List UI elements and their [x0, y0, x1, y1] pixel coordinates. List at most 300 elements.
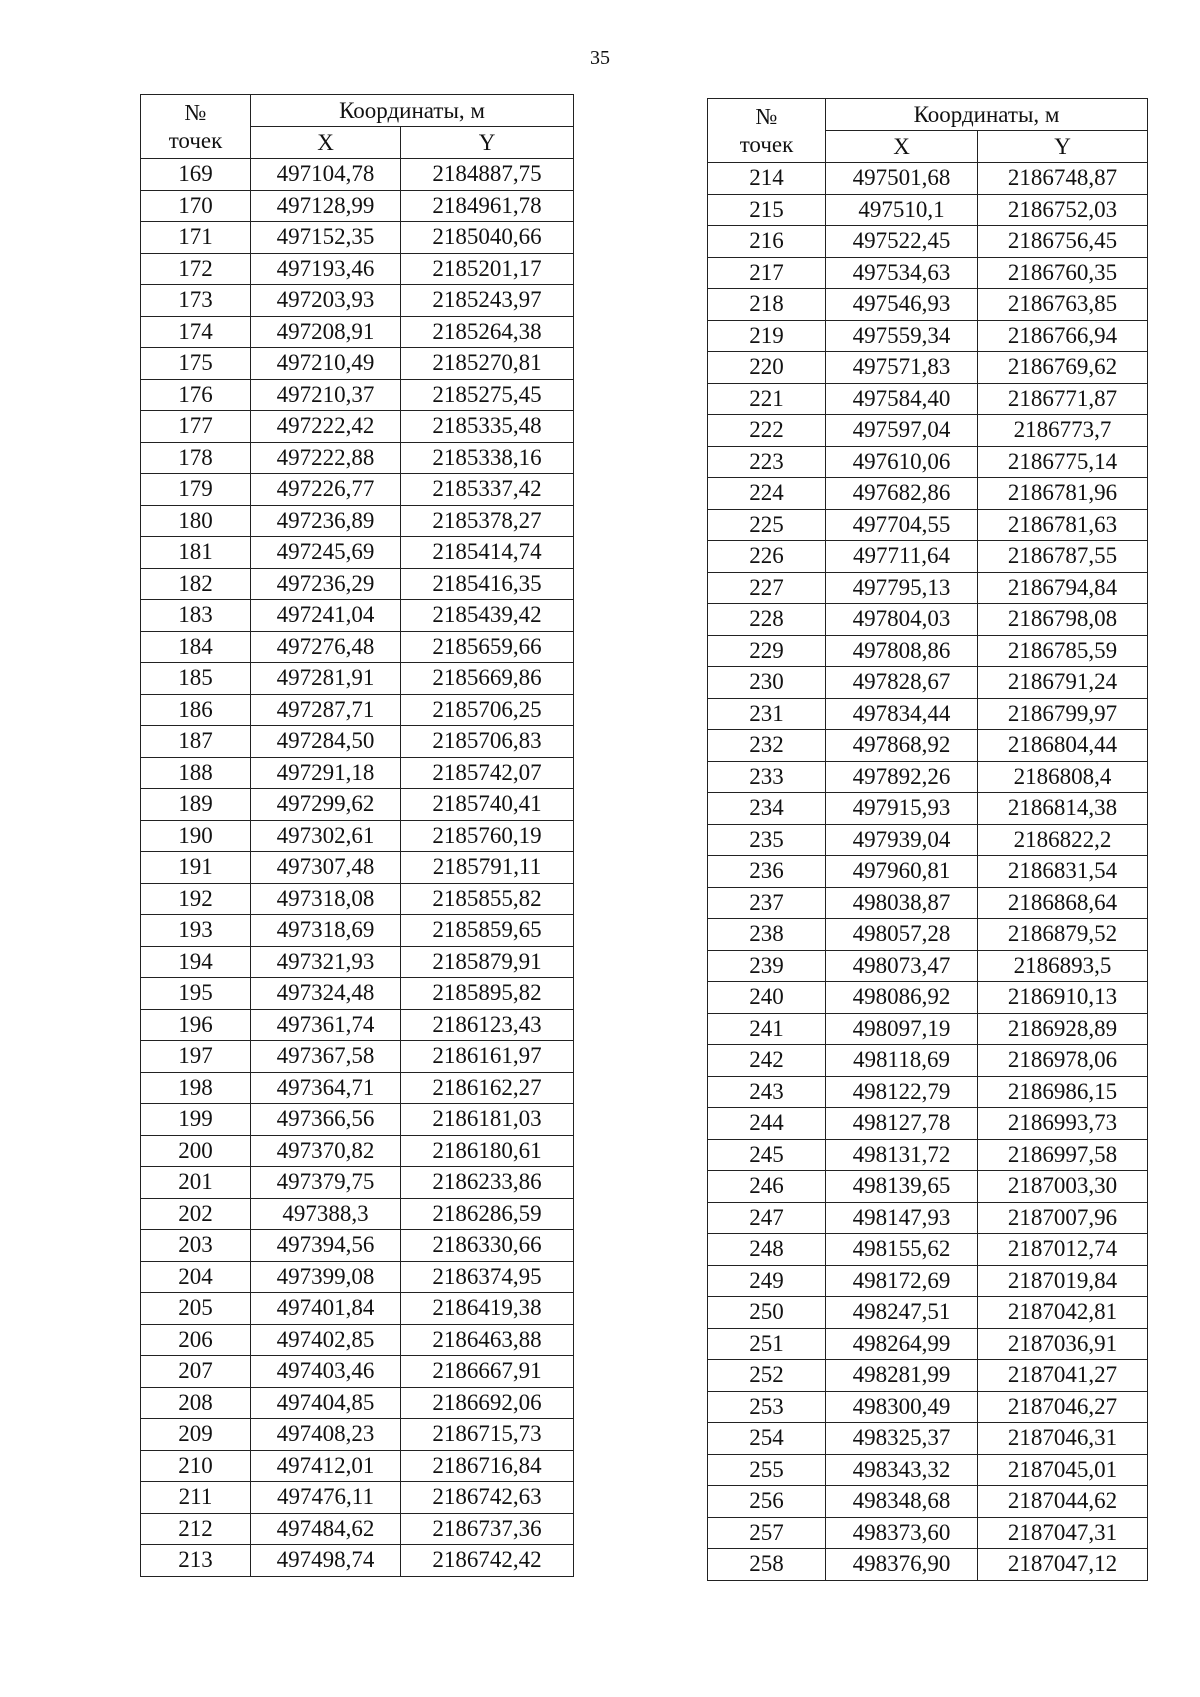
table-row [708, 950, 1148, 982]
point-number-cell: 238 [708, 919, 826, 951]
table-row [708, 1139, 1148, 1171]
x-coordinate-cell: 498147,93 [826, 1202, 978, 1234]
table-row [708, 1423, 1148, 1455]
point-number-cell: 171 [141, 222, 251, 254]
table-row [141, 1072, 574, 1104]
point-number-cell: 229 [708, 635, 826, 667]
point-number-cell: 197 [141, 1041, 251, 1073]
y-coordinate-cell: 2185439,42 [401, 600, 574, 632]
point-number-cell: 172 [141, 253, 251, 285]
table-row [708, 352, 1148, 384]
point-number-cell: 236 [708, 856, 826, 888]
x-coordinate-cell: 497318,69 [251, 915, 401, 947]
table-row [708, 1265, 1148, 1297]
point-number-cell: 208 [141, 1387, 251, 1419]
x-coordinate-cell: 497210,49 [251, 348, 401, 380]
point-number-cell: 247 [708, 1202, 826, 1234]
y-coordinate-cell: 2186737,36 [401, 1513, 574, 1545]
point-number-cell: 250 [708, 1297, 826, 1329]
y-coordinate-cell: 2186993,73 [978, 1108, 1148, 1140]
x-coordinate-cell: 497682,86 [826, 478, 978, 510]
x-coordinate-cell: 498118,69 [826, 1045, 978, 1077]
x-coordinate-cell: 497366,56 [251, 1104, 401, 1136]
x-coordinate-cell: 498281,99 [826, 1360, 978, 1392]
point-number-cell: 225 [708, 509, 826, 541]
x-coordinate-cell: 498172,69 [826, 1265, 978, 1297]
x-coordinate-cell: 498325,37 [826, 1423, 978, 1455]
x-coordinate-cell: 497571,83 [826, 352, 978, 384]
x-coordinate-cell: 497559,34 [826, 320, 978, 352]
x-coordinate-cell: 497291,18 [251, 757, 401, 789]
point-number-cell: 204 [141, 1261, 251, 1293]
table-row [708, 1013, 1148, 1045]
table-row [141, 1230, 574, 1262]
y-coordinate-cell: 2186794,84 [978, 572, 1148, 604]
table-row [708, 1076, 1148, 1108]
table-row [708, 1328, 1148, 1360]
y-coordinate-cell: 2185669,86 [401, 663, 574, 695]
point-number-cell: 253 [708, 1391, 826, 1423]
x-coordinate-cell: 497484,62 [251, 1513, 401, 1545]
x-coordinate-cell: 497584,40 [826, 383, 978, 415]
point-number-cell: 206 [141, 1324, 251, 1356]
x-coordinate-cell: 497236,89 [251, 505, 401, 537]
y-coordinate-cell: 2186781,63 [978, 509, 1148, 541]
x-coordinate-cell: 497915,93 [826, 793, 978, 825]
x-coordinate-cell: 497208,91 [251, 316, 401, 348]
point-number-cell: 243 [708, 1076, 826, 1108]
y-coordinate-cell: 2187042,81 [978, 1297, 1148, 1329]
table-row [141, 1545, 574, 1577]
coordinates-header: Координаты, м [251, 95, 574, 127]
y-coordinate-cell: 2186791,24 [978, 667, 1148, 699]
table-row [141, 159, 574, 191]
table-row [708, 982, 1148, 1014]
table-row [141, 789, 574, 821]
y-coordinate-cell: 2186775,14 [978, 446, 1148, 478]
x-coordinate-cell: 497361,74 [251, 1009, 401, 1041]
table-row [141, 285, 574, 317]
table-row [708, 635, 1148, 667]
table-row [708, 730, 1148, 762]
x-coordinate-cell: 497318,08 [251, 883, 401, 915]
y-coordinate-cell: 2185742,07 [401, 757, 574, 789]
table-row [141, 726, 574, 758]
point-number-cell: 223 [708, 446, 826, 478]
y-coordinate-cell: 2185337,42 [401, 474, 574, 506]
x-coordinate-cell: 497324,48 [251, 978, 401, 1010]
point-number-cell: 254 [708, 1423, 826, 1455]
table-row [708, 572, 1148, 604]
point-number-cell: 184 [141, 631, 251, 663]
y-coordinate-cell: 2185040,66 [401, 222, 574, 254]
table-row [708, 383, 1148, 415]
table-row [708, 194, 1148, 226]
x-coordinate-cell: 497276,48 [251, 631, 401, 663]
x-header: X [251, 127, 401, 159]
point-number-cell: 217 [708, 257, 826, 289]
table-row [141, 379, 574, 411]
point-number-cell: 235 [708, 824, 826, 856]
y-coordinate-cell: 2187046,31 [978, 1423, 1148, 1455]
x-coordinate-cell: 497892,26 [826, 761, 978, 793]
point-number-cell: 231 [708, 698, 826, 730]
x-coordinate-cell: 498073,47 [826, 950, 978, 982]
table-row [141, 348, 574, 380]
point-number-cell: 200 [141, 1135, 251, 1167]
y-coordinate-cell: 2185855,82 [401, 883, 574, 915]
point-number-cell: 179 [141, 474, 251, 506]
x-coordinate-cell: 497597,04 [826, 415, 978, 447]
x-coordinate-cell: 497226,77 [251, 474, 401, 506]
point-number-cell: 241 [708, 1013, 826, 1045]
point-number-cell: 230 [708, 667, 826, 699]
table-row [141, 852, 574, 884]
point-number-cell: 185 [141, 663, 251, 695]
y-coordinate-cell: 2185760,19 [401, 820, 574, 852]
table-row [708, 415, 1148, 447]
y-coordinate-cell: 2185335,48 [401, 411, 574, 443]
point-number-cell: 246 [708, 1171, 826, 1203]
table-row [708, 604, 1148, 636]
points-label: точек [168, 127, 223, 153]
y-coordinate-cell: 2186773,7 [978, 415, 1148, 447]
y-coordinate-cell: 2186910,13 [978, 982, 1148, 1014]
x-coordinate-cell: 497412,01 [251, 1450, 401, 1482]
point-number-cell: 252 [708, 1360, 826, 1392]
y-coordinate-cell: 2186419,38 [401, 1293, 574, 1325]
y-coordinate-cell: 2186374,95 [401, 1261, 574, 1293]
x-coordinate-cell: 497128,99 [251, 190, 401, 222]
point-number-cell: 202 [141, 1198, 251, 1230]
point-number-cell: 221 [708, 383, 826, 415]
table-row [708, 887, 1148, 919]
y-coordinate-cell: 2187012,74 [978, 1234, 1148, 1266]
point-number-cell: 234 [708, 793, 826, 825]
point-number-cell: 181 [141, 537, 251, 569]
table-header [708, 99, 1148, 163]
y-coordinate-cell: 2184887,75 [401, 159, 574, 191]
y-coordinate-cell: 2186868,64 [978, 887, 1148, 919]
point-number-cell: 245 [708, 1139, 826, 1171]
y-coordinate-cell: 2185201,17 [401, 253, 574, 285]
y-coordinate-cell: 2185895,82 [401, 978, 574, 1010]
point-number-cell: 222 [708, 415, 826, 447]
point-number-cell: 201 [141, 1167, 251, 1199]
x-coordinate-cell: 497939,04 [826, 824, 978, 856]
x-coordinate-cell: 497408,23 [251, 1419, 401, 1451]
y-coordinate-cell: 2186742,63 [401, 1482, 574, 1514]
table-row [141, 253, 574, 285]
table-row [141, 1450, 574, 1482]
y-coordinate-cell: 2187047,12 [978, 1549, 1148, 1581]
x-coordinate-cell: 497402,85 [251, 1324, 401, 1356]
point-number-cell: 226 [708, 541, 826, 573]
table-row [708, 698, 1148, 730]
y-coordinate-cell: 2185859,65 [401, 915, 574, 947]
point-number-cell: 205 [141, 1293, 251, 1325]
x-coordinate-cell: 497367,58 [251, 1041, 401, 1073]
x-coordinate-cell: 497222,42 [251, 411, 401, 443]
table-body [708, 163, 1148, 1581]
y-coordinate-cell: 2187044,62 [978, 1486, 1148, 1518]
y-coordinate-cell: 2185243,97 [401, 285, 574, 317]
x-coordinate-cell: 497795,13 [826, 572, 978, 604]
y-coordinate-cell: 2186831,54 [978, 856, 1148, 888]
y-coordinate-cell: 2186463,88 [401, 1324, 574, 1356]
number-sign-label: № [755, 103, 778, 129]
x-coordinate-cell: 497210,37 [251, 379, 401, 411]
x-coordinate-cell: 497287,71 [251, 694, 401, 726]
point-number-cell: 215 [708, 194, 826, 226]
y-coordinate-cell: 2186742,42 [401, 1545, 574, 1577]
point-number-cell: 191 [141, 852, 251, 884]
table-row [708, 1454, 1148, 1486]
table-row [708, 1171, 1148, 1203]
y-coordinate-cell: 2186123,43 [401, 1009, 574, 1041]
table-row [141, 411, 574, 443]
y-coordinate-cell: 2185378,27 [401, 505, 574, 537]
point-number-cell: 212 [141, 1513, 251, 1545]
y-coordinate-cell: 2185338,16 [401, 442, 574, 474]
point-number-cell: 190 [141, 820, 251, 852]
x-coordinate-cell: 497364,71 [251, 1072, 401, 1104]
point-number-cell: 233 [708, 761, 826, 793]
x-coordinate-cell: 497610,06 [826, 446, 978, 478]
y-coordinate-cell: 2185706,83 [401, 726, 574, 758]
x-coordinate-cell: 498155,62 [826, 1234, 978, 1266]
point-number-cell: 177 [141, 411, 251, 443]
table-row [708, 1391, 1148, 1423]
table-row [141, 190, 574, 222]
table-row [141, 820, 574, 852]
y-coordinate-cell: 2186233,86 [401, 1167, 574, 1199]
y-coordinate-cell: 2186804,44 [978, 730, 1148, 762]
table-row [141, 1324, 574, 1356]
x-coordinate-cell: 497828,67 [826, 667, 978, 699]
y-coordinate-cell: 2185879,91 [401, 946, 574, 978]
x-coordinate-cell: 497370,82 [251, 1135, 401, 1167]
y-coordinate-cell: 2185414,74 [401, 537, 574, 569]
x-coordinate-cell: 497534,63 [826, 257, 978, 289]
point-number-cell: 176 [141, 379, 251, 411]
table-row [141, 1293, 574, 1325]
table-row [141, 568, 574, 600]
x-coordinate-cell: 498122,79 [826, 1076, 978, 1108]
y-coordinate-cell: 2187036,91 [978, 1328, 1148, 1360]
table-row [141, 316, 574, 348]
table-row [141, 915, 574, 947]
point-number-cell: 207 [141, 1356, 251, 1388]
x-coordinate-cell: 497193,46 [251, 253, 401, 285]
table-row [708, 257, 1148, 289]
y-coordinate-cell: 2186771,87 [978, 383, 1148, 415]
table-row [708, 856, 1148, 888]
x-coordinate-cell: 497403,46 [251, 1356, 401, 1388]
y-coordinate-cell: 2187003,30 [978, 1171, 1148, 1203]
table-body [141, 159, 574, 1577]
point-number-cell: 174 [141, 316, 251, 348]
point-number-cell: 175 [141, 348, 251, 380]
table-row [708, 1108, 1148, 1140]
point-number-cell: 170 [141, 190, 251, 222]
table-row [141, 631, 574, 663]
table-row [141, 1041, 574, 1073]
point-number-header [708, 99, 826, 163]
table-row [141, 1198, 574, 1230]
point-number-cell: 216 [708, 226, 826, 258]
table-row [708, 1045, 1148, 1077]
y-coordinate-cell: 2185659,66 [401, 631, 574, 663]
x-coordinate-cell: 498348,68 [826, 1486, 978, 1518]
x-coordinate-cell: 498131,72 [826, 1139, 978, 1171]
table-row [141, 474, 574, 506]
x-coordinate-cell: 497388,3 [251, 1198, 401, 1230]
y-header: Y [401, 127, 574, 159]
y-coordinate-cell: 2186760,35 [978, 257, 1148, 289]
table-row [708, 320, 1148, 352]
point-number-cell: 228 [708, 604, 826, 636]
point-number-cell: 220 [708, 352, 826, 384]
point-number-cell: 187 [141, 726, 251, 758]
point-number-cell: 214 [708, 163, 826, 195]
x-coordinate-cell: 497284,50 [251, 726, 401, 758]
y-coordinate-cell: 2185706,25 [401, 694, 574, 726]
table-row [708, 226, 1148, 258]
point-number-cell: 237 [708, 887, 826, 919]
point-number-cell: 188 [141, 757, 251, 789]
y-coordinate-cell: 2187046,27 [978, 1391, 1148, 1423]
x-coordinate-cell: 497808,86 [826, 635, 978, 667]
x-coordinate-cell: 497281,91 [251, 663, 401, 695]
x-coordinate-cell: 497321,93 [251, 946, 401, 978]
table-row [141, 757, 574, 789]
y-coordinate-cell: 2185740,41 [401, 789, 574, 821]
y-coordinate-cell: 2187045,01 [978, 1454, 1148, 1486]
table-row [141, 1387, 574, 1419]
y-coordinate-cell: 2186798,08 [978, 604, 1148, 636]
x-coordinate-cell: 497236,29 [251, 568, 401, 600]
y-coordinate-cell: 2186181,03 [401, 1104, 574, 1136]
x-coordinate-cell: 497711,64 [826, 541, 978, 573]
y-coordinate-cell: 2186162,27 [401, 1072, 574, 1104]
y-header: Y [978, 131, 1148, 163]
x-coordinate-cell: 497302,61 [251, 820, 401, 852]
y-coordinate-cell: 2186997,58 [978, 1139, 1148, 1171]
point-number-header [141, 95, 251, 159]
point-number-cell: 169 [141, 159, 251, 191]
x-coordinate-cell: 497404,85 [251, 1387, 401, 1419]
x-coordinate-cell: 497498,74 [251, 1545, 401, 1577]
table-row [141, 663, 574, 695]
x-coordinate-cell: 497245,69 [251, 537, 401, 569]
table-row [708, 1297, 1148, 1329]
y-coordinate-cell: 2186748,87 [978, 163, 1148, 195]
y-coordinate-cell: 2185275,45 [401, 379, 574, 411]
table-row [708, 446, 1148, 478]
point-number-cell: 255 [708, 1454, 826, 1486]
table-row [141, 600, 574, 632]
point-number-cell: 248 [708, 1234, 826, 1266]
table-row [708, 541, 1148, 573]
point-number-cell: 244 [708, 1108, 826, 1140]
point-number-cell: 195 [141, 978, 251, 1010]
x-coordinate-cell: 498086,92 [826, 982, 978, 1014]
x-coordinate-cell: 498373,60 [826, 1517, 978, 1549]
point-number-cell: 178 [141, 442, 251, 474]
table-row [708, 1202, 1148, 1234]
y-coordinate-cell: 2186756,45 [978, 226, 1148, 258]
point-number-cell: 258 [708, 1549, 826, 1581]
y-coordinate-cell: 2186799,97 [978, 698, 1148, 730]
y-coordinate-cell: 2187019,84 [978, 1265, 1148, 1297]
x-coordinate-cell: 497522,45 [826, 226, 978, 258]
point-number-cell: 193 [141, 915, 251, 947]
y-coordinate-cell: 2187047,31 [978, 1517, 1148, 1549]
table-row [708, 509, 1148, 541]
point-number-cell: 209 [141, 1419, 251, 1451]
x-coordinate-cell: 498343,32 [826, 1454, 978, 1486]
table-row [141, 1482, 574, 1514]
x-coordinate-cell: 497704,55 [826, 509, 978, 541]
table-header [141, 95, 574, 159]
y-coordinate-cell: 2185270,81 [401, 348, 574, 380]
point-number-cell: 182 [141, 568, 251, 600]
table-row [708, 1517, 1148, 1549]
table-row [141, 1356, 574, 1388]
table-row [141, 505, 574, 537]
y-coordinate-cell: 2184961,78 [401, 190, 574, 222]
x-coordinate-cell: 498139,65 [826, 1171, 978, 1203]
x-coordinate-cell: 498264,99 [826, 1328, 978, 1360]
point-number-cell: 249 [708, 1265, 826, 1297]
point-number-cell: 210 [141, 1450, 251, 1482]
y-coordinate-cell: 2186808,4 [978, 761, 1148, 793]
x-coordinate-cell: 497476,11 [251, 1482, 401, 1514]
table-row [141, 1261, 574, 1293]
x-coordinate-cell: 497546,93 [826, 289, 978, 321]
table-row [708, 1234, 1148, 1266]
x-coordinate-cell: 497960,81 [826, 856, 978, 888]
y-coordinate-cell: 2186766,94 [978, 320, 1148, 352]
table-row [708, 289, 1148, 321]
table-row [708, 919, 1148, 951]
number-sign-label: № [184, 99, 207, 125]
y-coordinate-cell: 2186787,55 [978, 541, 1148, 573]
point-number-cell: 224 [708, 478, 826, 510]
y-coordinate-cell: 2186715,73 [401, 1419, 574, 1451]
point-number-cell: 227 [708, 572, 826, 604]
point-number-cell: 180 [141, 505, 251, 537]
point-number-cell: 183 [141, 600, 251, 632]
x-coordinate-cell: 498300,49 [826, 1391, 978, 1423]
x-coordinate-cell: 498247,51 [826, 1297, 978, 1329]
y-coordinate-cell: 2185416,35 [401, 568, 574, 600]
x-coordinate-cell: 498038,87 [826, 887, 978, 919]
point-number-cell: 257 [708, 1517, 826, 1549]
table-row [141, 442, 574, 474]
page-number: 35 [590, 47, 610, 69]
y-coordinate-cell: 2186822,2 [978, 824, 1148, 856]
y-coordinate-cell: 2186879,52 [978, 919, 1148, 951]
table-row [141, 946, 574, 978]
table-row [141, 978, 574, 1010]
x-coordinate-cell: 497203,93 [251, 285, 401, 317]
point-number-cell: 196 [141, 1009, 251, 1041]
y-coordinate-cell: 2186763,85 [978, 289, 1148, 321]
point-number-cell: 213 [141, 1545, 251, 1577]
x-coordinate-cell: 497299,62 [251, 789, 401, 821]
